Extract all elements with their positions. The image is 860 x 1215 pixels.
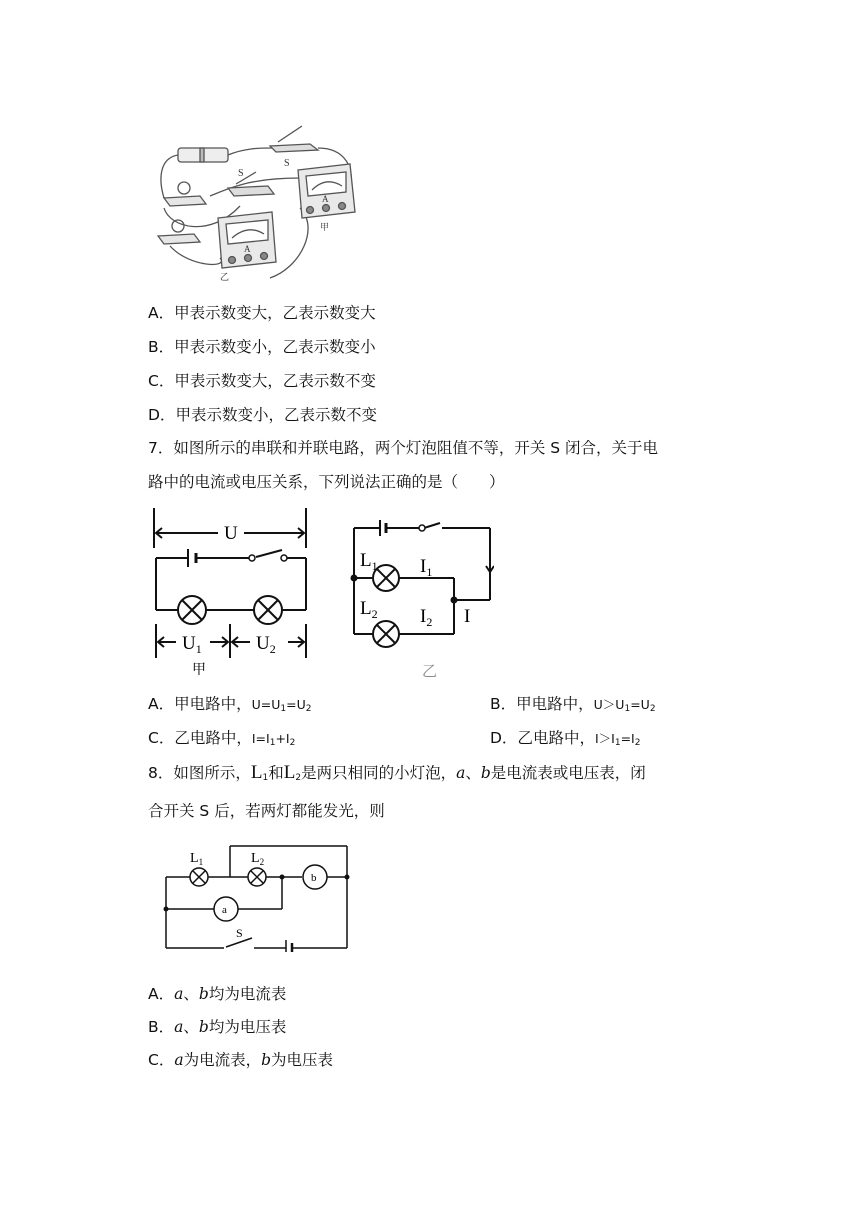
q7-option-c: C．乙电路中，$I=I_1+I_2$ bbox=[148, 729, 296, 748]
q8-option-a: A．a、b均为电流表 bbox=[148, 985, 287, 1003]
q6-option-a: A．甲表示数变大，乙表示数变大 bbox=[148, 304, 376, 322]
q7-figure-yi bbox=[344, 514, 494, 680]
q7-yi-i-label: I bbox=[464, 606, 471, 627]
q7-stem-line1: 7．如图所示的串联和并联电路，两个灯泡阻值不等，开关 S 闭合，关于电 bbox=[148, 439, 659, 457]
q8-fig-l2: $L_2$ bbox=[251, 851, 265, 867]
q8-circuit-figure bbox=[150, 840, 360, 952]
q6-label-s2: S bbox=[238, 168, 244, 179]
q6-label-jia: 甲 bbox=[320, 222, 330, 232]
q7-yi-i2-label: $I_2$ bbox=[420, 606, 433, 629]
q7-jia-caption: 甲 bbox=[192, 662, 206, 678]
q6-label-a1: A bbox=[322, 194, 329, 204]
q7-jia-u-label: U bbox=[224, 523, 238, 544]
q7-option-a: A．甲电路中，$U=U_1=U_2$ bbox=[148, 695, 312, 714]
q7-option-b: B．甲电路中，$U>U_1=U_2$ bbox=[490, 695, 656, 714]
q6-option-d: D．甲表示数变小，乙表示数不变 bbox=[148, 406, 377, 424]
q7-option-d: D．乙电路中，$I>I_1=I_2$ bbox=[490, 729, 641, 748]
q7-stem-line2: 路中的电流或电压关系，下列说法正确的是（ ） bbox=[148, 473, 505, 491]
q7-yi-l2-label: $L_2$ bbox=[360, 598, 378, 621]
q8-stem-line1: 8．如图所示，$L_1$和$L_2$是两只相同的小灯泡，a、b是电流表或电压表，闭 bbox=[148, 762, 646, 783]
q7-yi-i1-label: $I_1$ bbox=[420, 556, 433, 579]
q7-yi-l1-label: $L_1$ bbox=[360, 550, 378, 573]
q8-option-b: B．a、b均为电压表 bbox=[148, 1018, 287, 1036]
q7-yi-caption: 乙 bbox=[422, 662, 438, 680]
q7-jia-u2-label: $U_2$ bbox=[256, 633, 276, 656]
q8-fig-s: S bbox=[236, 926, 243, 940]
q8-stem-line2: 合开关 S 后，若两灯都能发光，则 bbox=[148, 802, 385, 820]
q8-fig-l1: $L_1$ bbox=[190, 851, 204, 867]
q7-figure-jia bbox=[148, 506, 313, 680]
q6-option-b: B．甲表示数变小，乙表示数变小 bbox=[148, 338, 376, 356]
q8-option-c: C．a为电流表，b为电压表 bbox=[148, 1051, 334, 1069]
q6-option-c: C．甲表示数变大，乙表示数不变 bbox=[148, 372, 376, 390]
q6-label-a2: A bbox=[244, 244, 251, 254]
q8-fig-a: a bbox=[222, 904, 227, 916]
q7-jia-u1-label: $U_1$ bbox=[182, 633, 202, 656]
q8-fig-b: b bbox=[311, 872, 317, 884]
q6-circuit-figure bbox=[150, 118, 365, 288]
q6-label-s1: S bbox=[284, 158, 290, 169]
q6-label-yi: 乙 bbox=[220, 272, 230, 282]
